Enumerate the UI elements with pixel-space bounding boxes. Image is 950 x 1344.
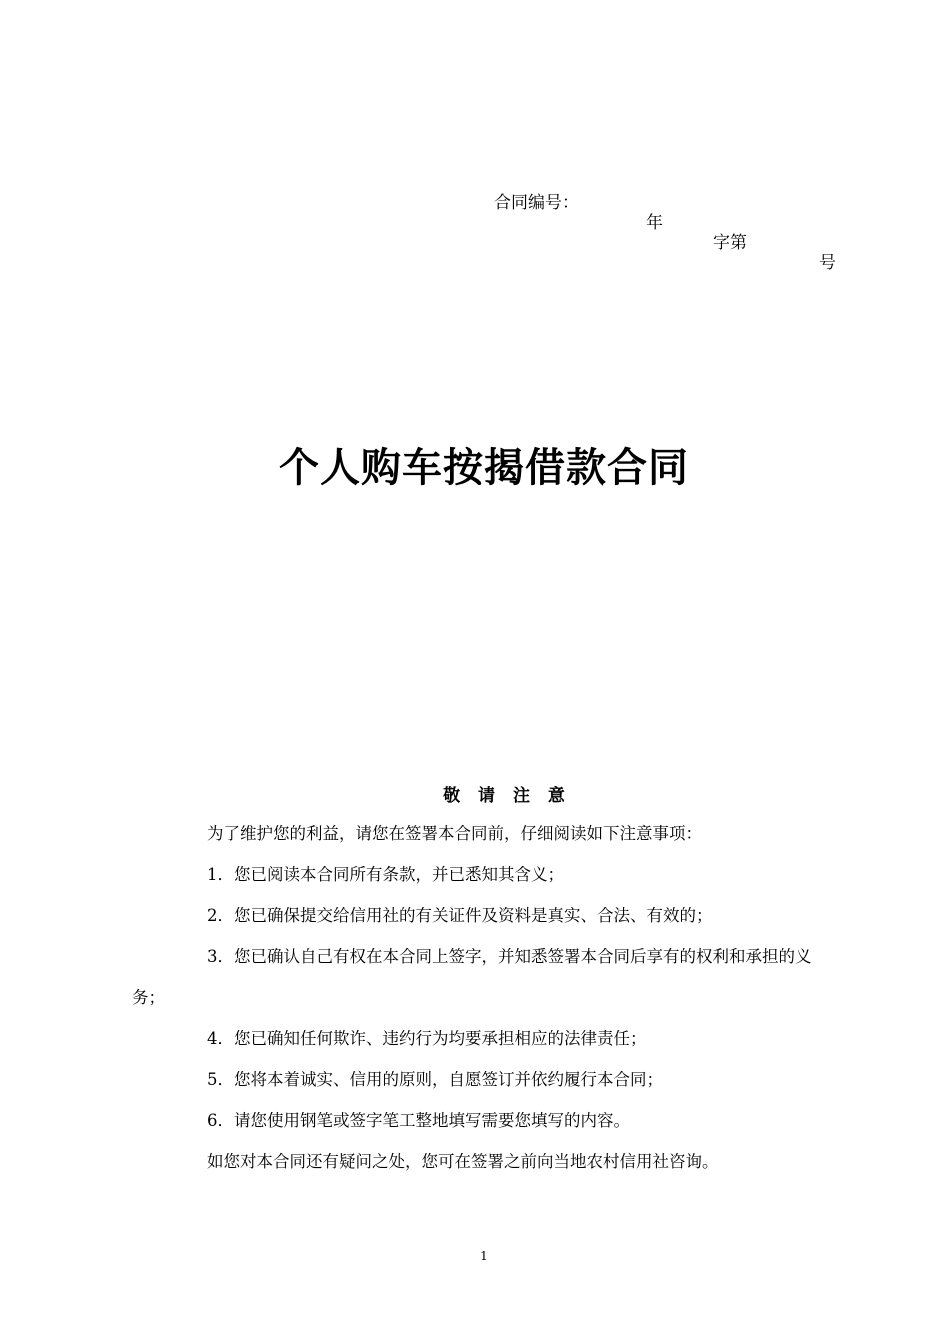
notice-item-2: 2．您已确保提交给信用社的有关证件及资料是真实、合法、有效的； (207, 906, 713, 925)
notice-heading: 敬 请 注 意 (443, 786, 565, 806)
hao-label: 号 (819, 253, 836, 273)
year-label: 年 (646, 213, 663, 233)
notice-item-5: 5．您将本着诚实、信用的原则，自愿签订并依约履行本合同； (207, 1070, 663, 1089)
page-number: 1 (480, 1249, 488, 1263)
notice-item-1: 1．您已阅读本合同所有条款，并已悉知其含义； (207, 865, 564, 884)
zi-di-label: 字第 (713, 233, 747, 253)
notice-intro: 为了维护您的利益，请您在签署本合同前，仔细阅读如下注意事项： (207, 824, 702, 843)
contract-number-line (494, 168, 836, 273)
document-title: 个人购车按揭借款合同 (279, 445, 689, 491)
notice-closing: 如您对本合同还有疑问之处，您可在签署之前向当地农村信用社咨询。 (207, 1152, 719, 1171)
notice-item-3: 3．您已确认自己有权在本合同上签字，并知悉签署本合同后享有的权利和承担的义务； (132, 947, 812, 1007)
notice-item-6: 6．请您使用钢笔或签字笔工整地填写需要您填写的内容。 (207, 1111, 630, 1130)
notice-item-4: 4．您已确知任何欺诈、违约行为均要承担相应的法律责任； (207, 1029, 647, 1048)
contract-number-label: 合同编号： (494, 193, 579, 213)
